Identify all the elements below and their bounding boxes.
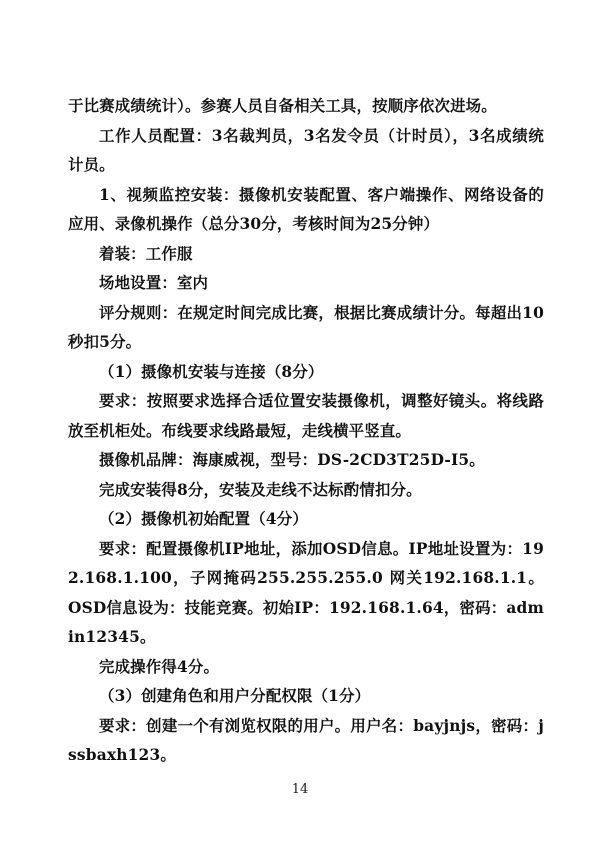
paragraph-venue: 场地设置：室内 xyxy=(99,274,209,292)
section-heading-camera-install: （1）摄像机安装与连接（8分） xyxy=(99,362,324,381)
paragraph-install-score: 完成安装得8分，安装及走线不达标酌情扣分。 xyxy=(99,480,422,499)
paragraph-dress: 着装：工作服 xyxy=(99,244,193,263)
section-heading-camera-config: （2）摄像机初始配置（4分） xyxy=(99,510,308,528)
paragraph-continuation: 于比赛成绩统计）。参赛人员自备相关工具，按顺序依次进场。 xyxy=(68,97,497,115)
page-number: 14 xyxy=(291,782,309,797)
paragraph-video-monitoring-title: 1、视频监控安装：摄像机安装配置、客户端操作、网络设备的应用、录像机操作（总分30分，考核时间为25分钟） xyxy=(68,185,544,233)
paragraph-config-score: 完成操作得4分。 xyxy=(99,657,220,676)
paragraph-install-requirements: 要求：按照要求选择合适位置安装摄像机，调整好镜头。将线路放至机柜处。布线要求线路最短，走线横平竖直。 xyxy=(68,392,544,440)
paragraph-config-requirements: 要求：配置摄像机IP地址，添加OSD信息。IP地址设置为：192.168.1.100，子网掩码255.255.255.0 网关192.168.1.1。OSD信息设为：技能竞赛。初始IP：192.168.1.64，密码：admin12345。 xyxy=(68,539,544,646)
paragraph-camera-brand: 摄像机品牌：海康威视，型号：DS-2CD3T25D-I5。 xyxy=(99,451,485,469)
section-heading-user-permissions: （3）创建角色和用户分配权限（1分） xyxy=(99,687,371,705)
body-text xyxy=(68,92,544,771)
paragraph-staff-config: 工作人员配置：3名裁判员，3名发令员（计时员），3名成绩统计员。 xyxy=(68,126,544,174)
paragraph-scoring-rules: 评分规则：在规定时间完成比赛，根据比赛成绩计分。每超出10秒扣5分。 xyxy=(68,303,544,351)
paragraph-user-requirements: 要求：创建一个有浏览权限的用户。用户名：bayjnjs，密码：jssbaxh123。 xyxy=(68,716,544,764)
